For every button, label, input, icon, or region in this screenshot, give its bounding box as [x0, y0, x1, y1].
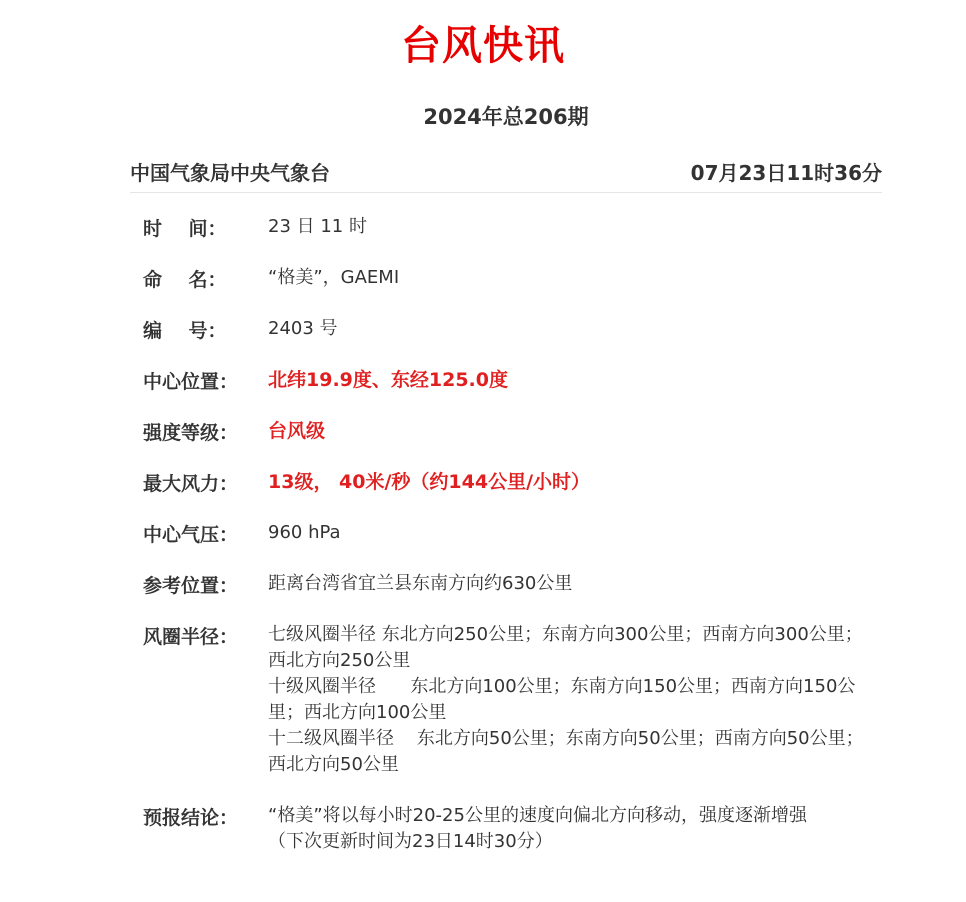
- release-datetime: 07月23日11时36分: [690, 161, 882, 185]
- field-value: 23 日 11 时: [268, 216, 367, 237]
- field-label: 中心位置：: [143, 371, 239, 393]
- agency-name: 中国气象局中央气象台: [130, 161, 330, 185]
- next-update-note: （下次更新时间为23日14时30分）: [268, 831, 553, 852]
- radius-line-12: 十二级风圈半径 东北方向50公里；东南方向50公里；西南方向50公里；西北方向50公里: [268, 728, 864, 775]
- field-value: [268, 622, 868, 778]
- field-label: 风圈半径：: [143, 626, 239, 648]
- radius-line-7: 七级风圈半径 东北方向250公里；东南方向300公里；西南方向300公里；西北方向250公里: [268, 624, 863, 671]
- bulletin-header: [130, 157, 882, 193]
- field-value: “格美”，GAEMI: [268, 267, 400, 288]
- issue-number: 2024年总206期: [423, 105, 589, 129]
- field-label: 最大风力：: [143, 473, 239, 495]
- field-value: 北纬19.9度、东经125.0度: [268, 369, 508, 391]
- field-label: 中心气压：: [143, 524, 239, 546]
- field-label: 强度等级：: [143, 422, 239, 444]
- radius-line-10: 十级风圈半径 东北方向100公里；东南方向150公里；西南方向150公里；西北方向100公里: [268, 676, 856, 723]
- field-value: 台风级: [268, 420, 326, 442]
- field-value: [268, 803, 868, 855]
- field-value: 距离台湾省宜兰县东南方向约630公里: [268, 573, 573, 594]
- field-label: 编 号：: [143, 320, 227, 342]
- field-label: 参考位置：: [143, 575, 239, 597]
- field-value: 960 hPa: [268, 522, 341, 543]
- forecast-text: “格美”将以每小时20-25公里的速度向偏北方向移动，强度逐渐增强: [268, 805, 807, 826]
- field-value: 13级， 40米/秒（约144公里/小时）: [268, 471, 591, 493]
- field-label: 命 名：: [143, 269, 227, 291]
- field-label: 时 间：: [143, 218, 227, 240]
- field-label: 预报结论：: [143, 807, 239, 829]
- bulletin-title: 台风快讯: [401, 23, 565, 69]
- field-value: 2403 号: [268, 318, 338, 339]
